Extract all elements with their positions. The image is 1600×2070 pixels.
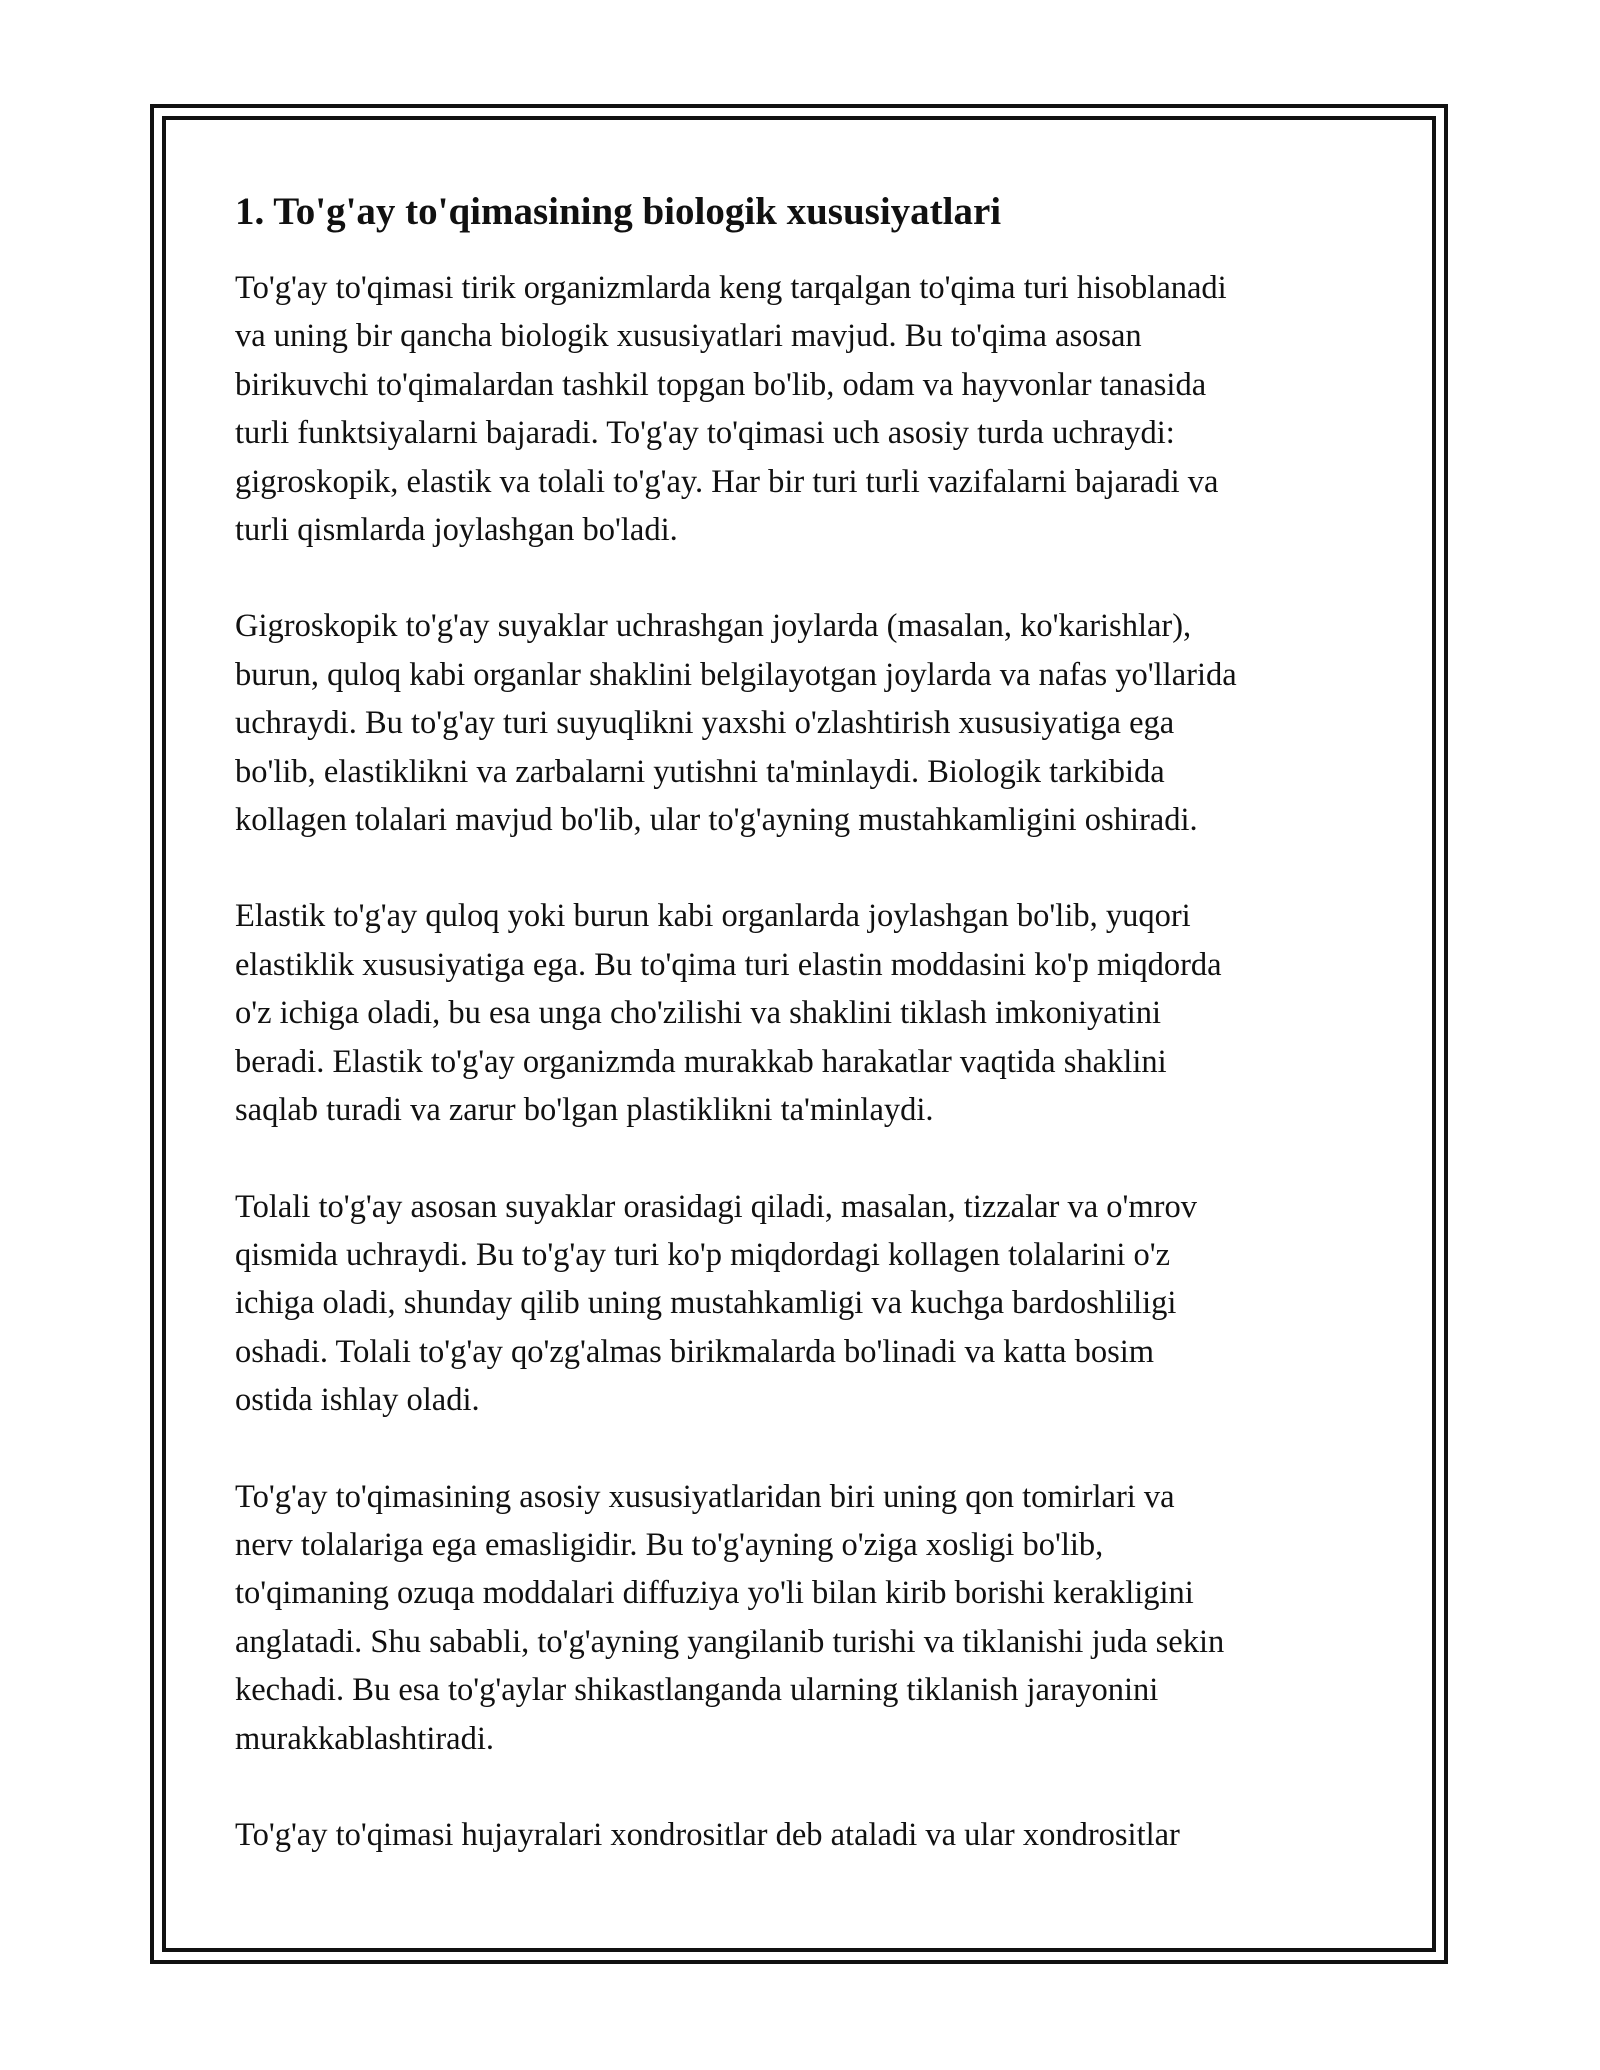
paragraph-line: Gigroskopik to'g'ay suyaklar uchrashgan joylarda (masalan, ko'karishlar), xyxy=(235,608,1192,645)
paragraph-line: o'z ichiga oladi, bu esa unga cho'zilishi va shaklini tiklash imkoniyatini xyxy=(235,995,1162,1032)
paragraph-line: ostida ishlay oladi. xyxy=(235,1382,480,1419)
paragraph xyxy=(235,1811,1385,1859)
paragraph-line: birikuvchi to'qimalardan tashkil topgan bo'lib, odam va hayvonlar tanasida xyxy=(235,366,1207,403)
section-heading: 1. To'g'ay to'qimasining biologik xususiyatlari xyxy=(235,190,1002,233)
paragraph xyxy=(235,892,1385,1134)
paragraph-list xyxy=(235,264,1385,1859)
paragraph-line: turli qismlarda joylashgan bo'ladi. xyxy=(235,512,678,549)
paragraph-line: bo'lib, elastiklikni va zarbalarni yutishni ta'minlaydi. Biologik tarkibida xyxy=(235,753,1165,790)
paragraph-line: Tolali to'g'ay asosan suyaklar orasidagi qiladi, masalan, tizzalar va o'mrov xyxy=(235,1188,1198,1225)
paragraph-line: saqlab turadi va zarur bo'lgan plastiklikni ta'minlaydi. xyxy=(235,1092,934,1129)
paragraph-line: elastiklik xususiyatiga ega. Bu to'qima turi elastin moddasini ko'p miqdorda xyxy=(235,946,1222,983)
paragraph-line: turli funktsiyalarni bajaradi. To'g'ay to'qimasi uch asosiy turda uchraydi: xyxy=(235,415,1175,452)
paragraph-line: uchraydi. Bu to'g'ay turi suyuqlikni yaxshi o'zlashtirish xususiyatiga ega xyxy=(235,705,1175,742)
paragraph-line: nerv tolalariga ega emasligidir. Bu to'g'ayning o'ziga xosligi bo'lib, xyxy=(235,1526,1104,1563)
paragraph-line: to'qimaning ozuqa moddalari diffuziya yo'li bilan kirib borishi kerakligini xyxy=(235,1575,1194,1612)
paragraph-line: gigroskopik, elastik va tolali to'g'ay. Har bir turi turli vazifalarni bajaradi va xyxy=(235,463,1219,500)
paragraph-line: To'g'ay to'qimasi tirik organizmlarda keng tarqalgan to'qima turi hisoblanadi xyxy=(235,270,1227,306)
paragraph xyxy=(235,1473,1385,1763)
paragraph-line: oshadi. Tolali to'g'ay qo'zg'almas birikmalarda bo'linadi va katta bosim xyxy=(235,1333,1155,1370)
paragraph xyxy=(235,602,1385,844)
paragraph-line: Elastik to'g'ay quloq yoki burun kabi organlarda joylashgan bo'lib, yuqori xyxy=(235,898,1191,935)
paragraph-line: To'g'ay to'qimasining asosiy xususiyatlaridan biri uning qon tomirlari va xyxy=(235,1478,1175,1515)
paragraph-line: To'g'ay to'qimasi hujayralari xondrositlar deb ataladi va ular xondrositlar xyxy=(235,1816,1180,1853)
paragraph-line: kechadi. Bu esa to'g'aylar shikastlanganda ularning tiklanish jarayonini xyxy=(235,1672,1159,1709)
paragraph-line: ichiga oladi, shunday qilib uning mustahkamligi va kuchga bardoshliligi xyxy=(235,1285,1177,1322)
paragraph-line: beradi. Elastik to'g'ay organizmda murakkab harakatlar vaqtida shaklini xyxy=(235,1043,1167,1080)
paragraph-line: qismida uchraydi. Bu to'g'ay turi ko'p miqdordagi kollagen tolalarini o'z xyxy=(235,1236,1171,1273)
paragraph xyxy=(235,264,1385,554)
document-body xyxy=(235,186,1385,1907)
paragraph-line: va uning bir qancha biologik xususiyatlari mavjud. Bu to'qima asosan xyxy=(235,318,1142,355)
paragraph-line: murakkablashtiradi. xyxy=(235,1720,495,1757)
paragraph-line: kollagen tolalari mavjud bo'lib, ular to'g'ayning mustahkamligini oshiradi. xyxy=(235,802,1198,839)
paragraph xyxy=(235,1183,1385,1425)
paragraph-line: anglatadi. Shu sababli, to'g'ayning yangilanib turishi va tiklanishi juda sekin xyxy=(235,1623,1225,1660)
paragraph-line: burun, quloq kabi organlar shaklini belgilayotgan joylarda va nafas yo'llarida xyxy=(235,656,1237,693)
